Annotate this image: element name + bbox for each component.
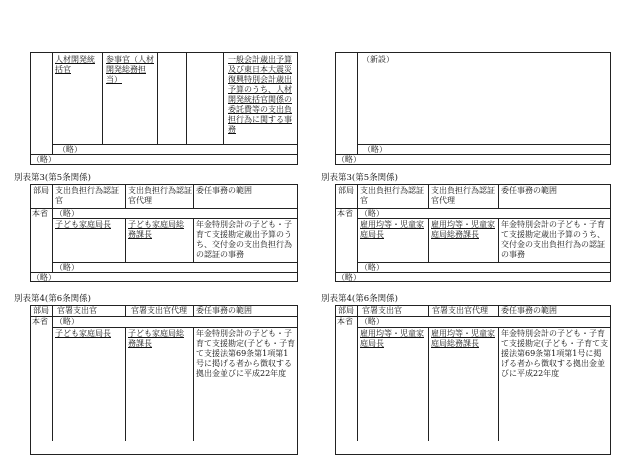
right-column-current xyxy=(315,0,630,441)
left-t3-omit2: （略） xyxy=(55,263,79,272)
left-t4-header-scope: 委任事務の範囲 xyxy=(196,306,252,315)
left-t4-header-payer: 官署支出官 xyxy=(57,306,97,315)
right-t3-omit3: （略） xyxy=(337,273,361,282)
left-t3-dept: 本省 xyxy=(32,209,48,218)
right-top-new: （新設） xyxy=(362,55,394,64)
left-top-omit-bottom: （略） xyxy=(32,155,56,164)
left-t4-header-dept: 部局 xyxy=(33,306,49,315)
right-t4-cell-b: 雇用均等・児童家庭局総務課長 xyxy=(431,329,495,348)
left-t3-cell-scope: 年金特別会計の子ども・子育て支援勘定歳出予算のうち、交付金の支出負担行為の認証の事務 xyxy=(196,220,292,259)
right-table3-caption: 別表第3(第5条関係) xyxy=(321,173,398,183)
left-column-revised xyxy=(0,0,315,441)
left-table4-caption: 別表第4(第6条関係) xyxy=(14,294,91,304)
right-t3-header-scope: 委任事務の範囲 xyxy=(501,186,557,195)
left-t3-header-deputy: 支出負担行為認証官代理 xyxy=(128,186,192,205)
left-t3-omit3: （略） xyxy=(32,273,56,282)
right-t3-cell-b: 雇用均等・児童家庭局総務課長 xyxy=(431,220,495,239)
left-t4-dept: 本省 xyxy=(32,317,48,326)
right-t4-omit1: （略） xyxy=(360,317,384,326)
right-t3-header-certifier: 支出負担行為認証官 xyxy=(360,186,424,205)
right-t4-header-deputy: 官署支出官代理 xyxy=(432,306,488,315)
right-top-omit-bottom: （略） xyxy=(337,155,361,164)
right-t4-header-scope: 委任事務の範囲 xyxy=(501,306,557,315)
left-top-cell-a: 人材開発統括官 xyxy=(55,55,95,74)
right-t3-cell-a: 雇用均等・児童家庭局長 xyxy=(360,220,424,239)
left-t4-cell-b: 子ども家庭局総務課長 xyxy=(128,329,184,348)
right-top-omit-row: （略） xyxy=(363,145,387,154)
left-t3-cell-b: 子ども家庭局総務課長 xyxy=(128,220,184,239)
left-top-omit-row: （略） xyxy=(58,145,82,154)
right-t3-omit1: （略） xyxy=(360,209,384,218)
right-t4-header-dept: 部局 xyxy=(338,306,354,315)
right-t3-cell-scope: 年金特別会計の子ども・子育て支援勘定歳出予算のうち、交付金の支出負担行為の認証の事務 xyxy=(501,220,605,259)
left-t4-header-deputy: 官署支出官代理 xyxy=(131,306,187,315)
right-t4-dept: 本省 xyxy=(337,317,353,326)
left-t3-header-scope: 委任事務の範囲 xyxy=(196,186,252,195)
right-t3-header-dept: 部局 xyxy=(338,186,354,195)
left-top-cell-scope: 一般会計歳出予算及び東日本大震災復興特別会計歳出予算のうち、人材開発統括官関係の委託費等の支出負担行為に関する事務 xyxy=(228,55,292,134)
right-t4-cell-a: 雇用均等・児童家庭局長 xyxy=(360,329,424,348)
left-t3-cell-a: 子ども家庭局長 xyxy=(55,220,111,229)
left-t3-header-dept: 部局 xyxy=(33,186,49,195)
left-table3-caption: 別表第3(第5条関係) xyxy=(14,173,91,183)
right-t4-cell-scope: 年金特別会計の子ども・子育て支援勘定(子ども・子育て支援法第69条第1項第1号に掲げる者から徴収する拠出金並びに平成22年度 xyxy=(501,329,609,378)
right-t3-header-deputy: 支出負担行為認証官代理 xyxy=(431,186,495,205)
left-t3-header-certifier: 支出負担行為認証官 xyxy=(55,186,119,205)
left-t4-omit1: （略） xyxy=(55,317,79,326)
right-t3-dept: 本省 xyxy=(337,209,353,218)
left-top-cell-b: 参事官（人材開発総務担当） xyxy=(106,55,154,84)
right-t4-header-payer: 官署支出官 xyxy=(362,306,402,315)
right-t3-omit2: （略） xyxy=(360,263,384,272)
left-t4-cell-a: 子ども家庭局長 xyxy=(55,329,111,338)
left-t3-omit1: （略） xyxy=(55,209,79,218)
left-t4-cell-scope: 年金特別会計の子ども・子育て支援勘定(子ども・子育て支援法第69条第1項第1号に掲げる者から徴収する拠出金並びに平成22年度 xyxy=(196,329,296,378)
right-table4-caption: 別表第4(第6条関係) xyxy=(321,294,398,304)
